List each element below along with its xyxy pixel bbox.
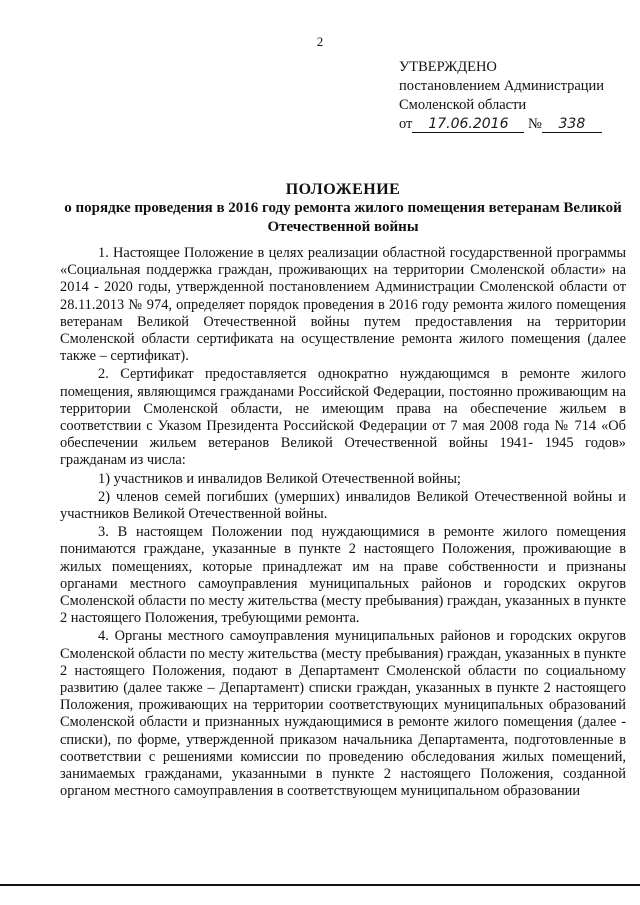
page-number: 2 xyxy=(316,34,324,49)
title-subtitle: о порядке проведения в 2016 году ремонта жилого помещения ветеранам Великой Отечественной войны xyxy=(64,200,622,235)
date-prefix: от xyxy=(399,116,413,132)
page-bottom-rule xyxy=(0,884,640,886)
approval-approved: УТВЕРЖДЕНО xyxy=(399,59,497,75)
paragraph-2-item-1: 1) участников и инвалидов Великой Отечественной войны; xyxy=(98,470,461,487)
approval-number: 338 xyxy=(542,117,602,133)
title-heading: ПОЛОЖЕНИЕ xyxy=(285,181,401,198)
paragraph-2: 2. Сертификат предоставляется однократно нуждающимся в ремонте жилого помещения, являющимся гражданами Российской Федерации, постоянно проживающим на территории Смоленской области, не имеющим права на обеспечение жильем в соответствии с Указом Президента Российской Федерации от 7 мая 2008 года № 714 «Об обеспечении жильем ветеранов Великой Отечественной войны 1941- 1945 годов» гражданам из числа: xyxy=(60,366,626,469)
approval-date-line xyxy=(399,115,629,134)
number-prefix: № xyxy=(528,116,542,132)
paragraph-4: 4. Органы местного самоуправления муниципальных районов и городских округов Смоленской области по месту жительства (месту пребывания) граждан, указанных в пункте 2 настоящего Положения, подают в Департамент Смоленской области по социальному развитию (далее также – Департамент) списки граждан, указанных в пункте 2 настоящего Положения, проживающих на территории соответствующих муниципальных образований Смоленской области и признанных нуждающимися в ремонте жилого помещения (далее - списки), по форме, утвержденной приказом начальника Департамента, подготовленные в соответствии с решениями комиссии по проведению обследования жилых помещений, занимаемых гражданами, указанными в пункте 2 настоящего Положения, созданной органом местного самоуправления в соответствующем муниципальном образовании xyxy=(60,628,626,800)
approval-date: 17.06.2016 xyxy=(412,117,524,133)
approval-block xyxy=(399,58,629,134)
paragraph-1: 1. Настоящее Положение в целях реализации областной государственной программы «Социальная поддержка граждан, проживающих на территории Смоленской области» на 2014 - 2020 годы, утвержденной постановлением Администрации Смоленской области от 28.11.2013 № 974, определяет порядок проведения в 2016 году ремонта жилого помещения ветеранам Великой Отечественной войны путем предоставления на территории Смоленской области сертификата на осуществление ремонта жилого помещения (далее также – сертификат). xyxy=(60,245,626,365)
document-body xyxy=(60,245,626,802)
paragraph-2-item-2: 2) членов семей погибших (умерших) инвалидов Великой Отечественной войны и участников Великой Отечественной войны. xyxy=(60,488,626,523)
document-title xyxy=(60,180,626,237)
paragraph-3: 3. В настоящем Положении под нуждающимися в ремонте жилого помещения понимаются граждане, указанные в пункте 2 настоящего Положения, проживающие в жилых помещениях, которые принадлежат им на праве собственности и признаны органами местного самоуправления муниципальных районов и городских округов Смоленской области по месту жительства (месту пребывания) граждан, указанных в пункте 2 настоящего Положения, требующими ремонта. xyxy=(60,524,626,627)
approval-issuer-line1: постановлением Администрации xyxy=(399,78,605,94)
approval-issuer-line2: Смоленской области xyxy=(399,97,527,113)
